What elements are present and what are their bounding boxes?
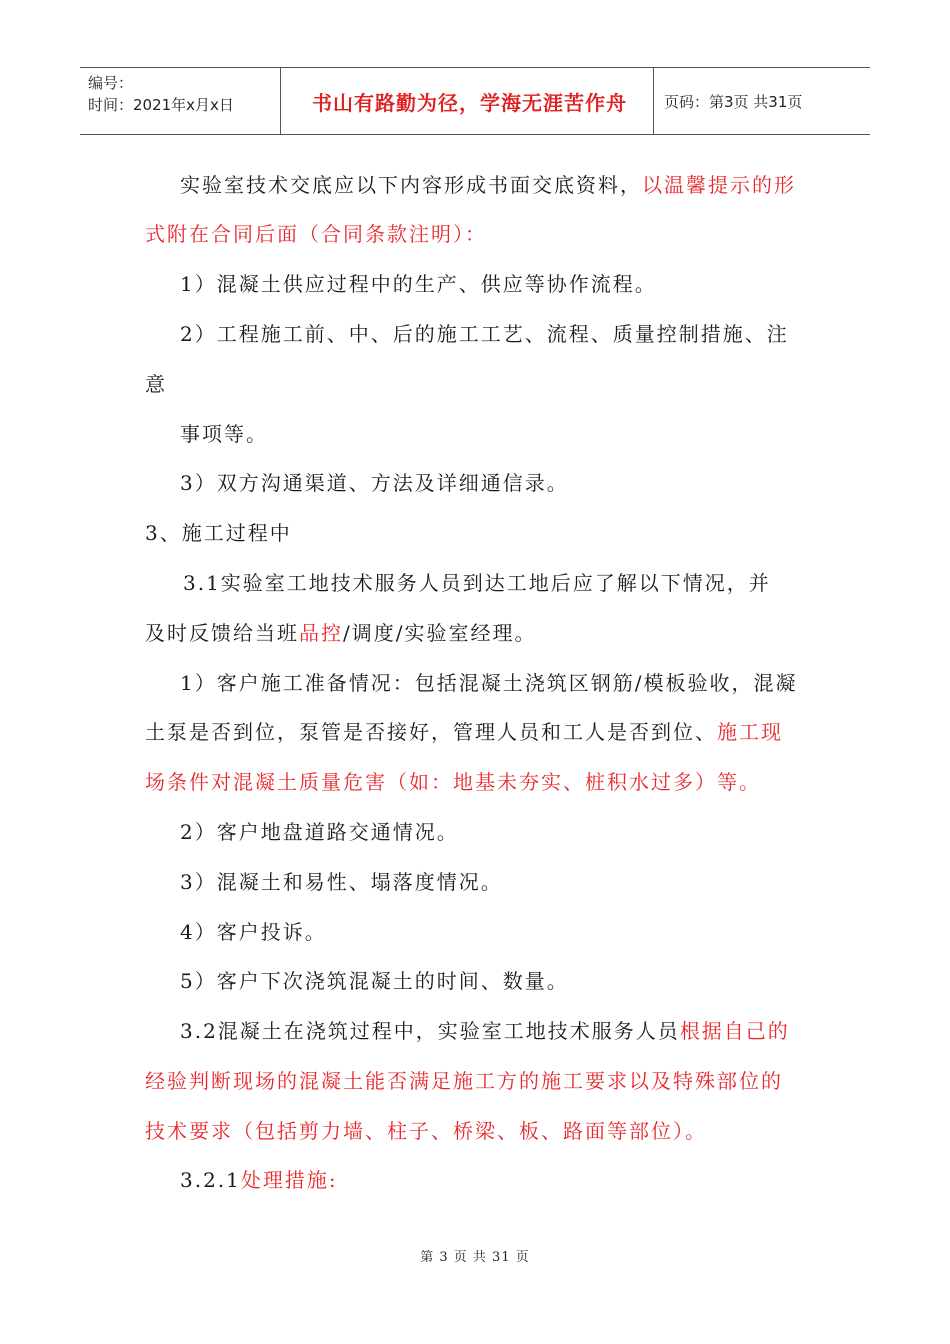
body-text: 1）客户施工准备情况：包括混凝土浇筑区钢筋/模板验收，混凝 xyxy=(180,671,798,695)
highlighted-text: 品控 xyxy=(299,621,343,645)
text-line xyxy=(145,718,783,746)
body-text: 事项等。 xyxy=(180,422,268,446)
text-line xyxy=(145,1117,707,1145)
text-line xyxy=(180,967,569,995)
header-motto: 书山有路勤为径，学海无涯苦作舟 xyxy=(312,90,627,115)
page-footer: 第 3 页 共 31 页 xyxy=(420,1250,530,1265)
text-line xyxy=(180,669,797,697)
body-text: 2）工程施工前、中、后的施工工艺、流程、质量控制措施、注 xyxy=(180,322,789,346)
body-text: 3.2.1 xyxy=(180,1168,241,1192)
highlighted-text: 处理措施: xyxy=(240,1168,338,1192)
highlighted-text: 根据自己的 xyxy=(679,1019,790,1043)
highlighted-text: 以温馨提示的形 xyxy=(642,173,796,197)
text-line xyxy=(180,868,503,896)
header-divider xyxy=(280,68,281,134)
body-text: 1）混凝土供应过程中的生产、供应等协作流程。 xyxy=(180,272,657,296)
body-text: 3）混凝土和易性、塌落度情况。 xyxy=(180,870,503,894)
text-line xyxy=(180,420,268,448)
header-page-info: 页码：第3页 共31页 xyxy=(664,92,803,111)
text-line xyxy=(180,270,657,298)
body-text: 3.1实验室工地技术服务人员到达工地后应了解以下情况，并 xyxy=(183,571,771,595)
document-number-label: 编号： xyxy=(88,74,134,92)
body-text: 3.2混凝土在浇筑过程中，实验室工地技术服务人员 xyxy=(180,1019,680,1043)
text-line xyxy=(180,818,459,846)
highlighted-text: 技术要求（包括剪力墙、柱子、桥梁、板、路面等部位）。 xyxy=(145,1119,707,1143)
body-text: /调度/实验室经理。 xyxy=(343,621,537,645)
text-line xyxy=(183,569,771,597)
body-text: 3）双方沟通渠道、方法及详细通信录。 xyxy=(180,471,569,495)
text-line xyxy=(145,220,487,248)
text-line xyxy=(180,1017,790,1045)
body-text: 及时反馈给当班 xyxy=(145,621,299,645)
body-text: 意 xyxy=(145,372,167,396)
body-text: 3、施工过程中 xyxy=(145,521,292,545)
document-header xyxy=(80,67,870,135)
body-text: 5）客户下次浇筑混凝土的时间、数量。 xyxy=(180,969,569,993)
text-line xyxy=(145,370,167,398)
highlighted-text: 经验判断现场的混凝土能否满足施工方的施工要求以及特殊部位的 xyxy=(145,1069,783,1093)
text-line xyxy=(145,519,292,547)
text-line xyxy=(180,918,327,946)
text-line xyxy=(180,469,569,497)
text-line xyxy=(180,1166,338,1194)
body-text: 2）客户地盘道路交通情况。 xyxy=(180,820,459,844)
text-line xyxy=(180,171,796,199)
text-line xyxy=(145,768,761,796)
text-line xyxy=(145,619,536,647)
text-line xyxy=(180,320,789,348)
text-line xyxy=(145,1067,783,1095)
body-text: 实验室技术交底应以下内容形成书面交底资料， xyxy=(180,173,642,197)
highlighted-text: 式附在合同后面（合同条款注明）： xyxy=(145,222,487,246)
document-time-label: 时间：2021年x月x日 xyxy=(88,96,234,114)
highlighted-text: 场条件对混凝土质量危害（如：地基未夯实、桩积水过多）等。 xyxy=(145,770,761,794)
body-text: 土泵是否到位，泵管是否接好，管理人员和工人是否到位、 xyxy=(145,720,717,744)
body-text: 4）客户投诉。 xyxy=(180,920,327,944)
highlighted-text: 施工现 xyxy=(717,720,783,744)
header-meta xyxy=(88,72,234,116)
